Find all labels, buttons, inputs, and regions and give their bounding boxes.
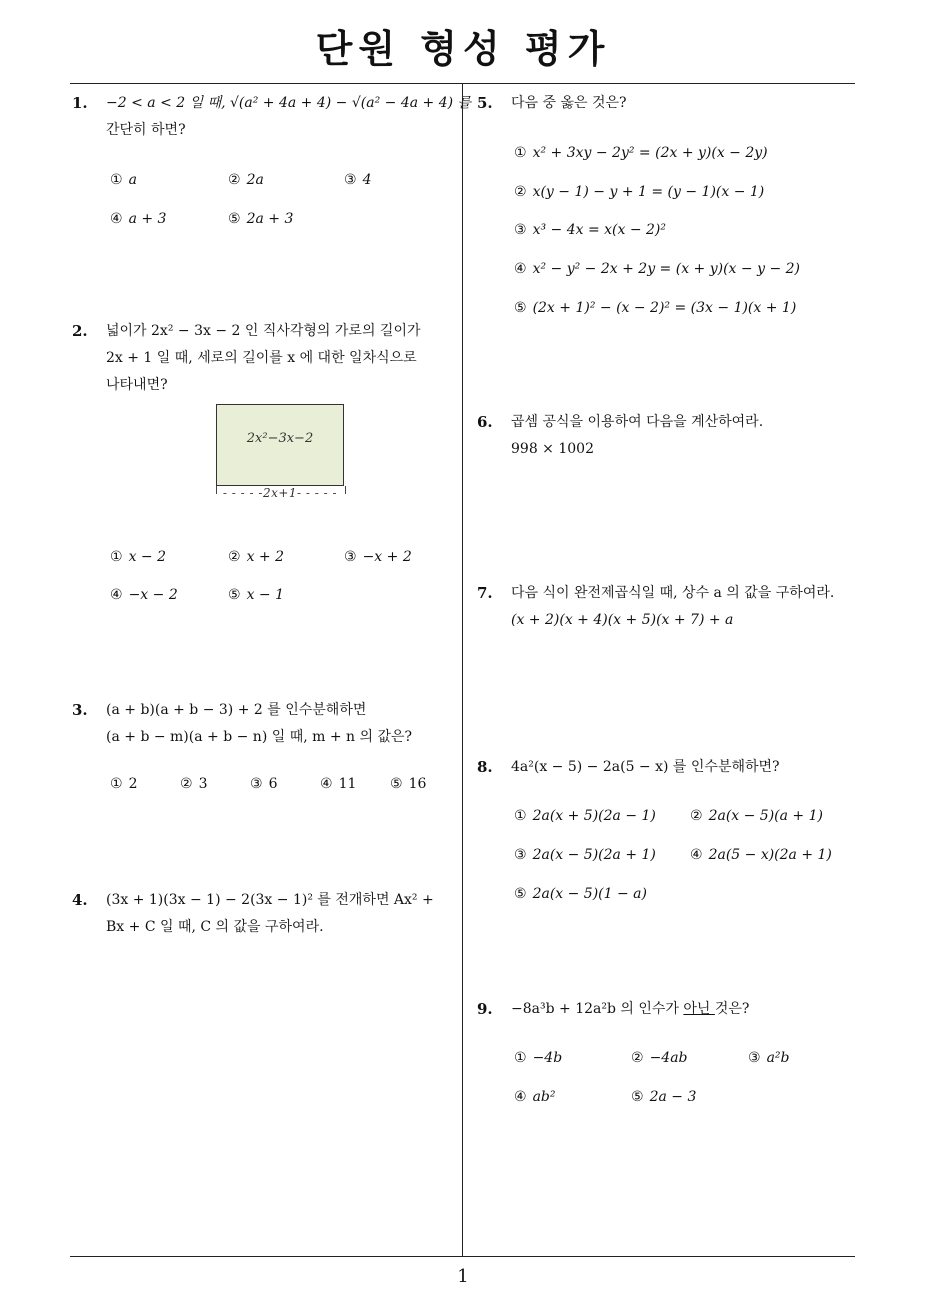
option-5[interactable]: ⑤ 2a + 3 (228, 211, 294, 227)
option-2[interactable]: ② 3 (180, 776, 208, 792)
question-expression: 998 × 1002 (511, 441, 594, 457)
option-4[interactable]: ④ ab² (514, 1089, 556, 1105)
option-2[interactable]: ② 2a (228, 172, 264, 188)
question-text-line: (a + b − m)(a + b − n) 일 때, m + n 의 값은? (106, 729, 413, 745)
question-text-line: 다음 중 옳은 것은? (511, 95, 627, 111)
option-4[interactable]: ④ a + 3 (110, 211, 167, 227)
question-text-line: 넓이가 2x² − 3x − 2 인 직사각형의 가로의 길이가 (106, 323, 421, 339)
question-number: 9. (477, 1000, 493, 1018)
bottom-rule (70, 1256, 855, 1257)
column-divider (462, 84, 463, 1256)
option-4[interactable]: ④ 2a(5 − x)(2a + 1) (690, 847, 832, 863)
rectangle-figure (216, 404, 344, 486)
option-3[interactable]: ③ 2a(x − 5)(2a + 1) (514, 847, 656, 863)
emphasis-underline: 아닌 (683, 1001, 715, 1017)
question-text-line: 곱셈 공식을 이용하여 다음을 계산하여라. (511, 414, 764, 430)
question-text-line: (a + b)(a + b − 3) + 2 를 인수분해하면 (106, 702, 367, 718)
question-text-line: Bx + C 일 때, C 의 값을 구하여라. (106, 919, 324, 935)
question-text: 것은? (714, 1001, 750, 1017)
rectangle-area-label: 2x²−3x−2 (246, 431, 314, 446)
option-5[interactable]: ⑤ x − 1 (228, 587, 284, 603)
question-text-line: 나타내면? (106, 377, 168, 393)
option-1[interactable]: ① 2 (110, 776, 138, 792)
option-3[interactable]: ③ 6 (250, 776, 278, 792)
question-number: 6. (477, 413, 493, 431)
option-1[interactable]: ① x − 2 (110, 549, 166, 565)
option-2[interactable]: ② x + 2 (228, 549, 284, 565)
question-number: 8. (477, 758, 493, 776)
question-number: 7. (477, 584, 493, 602)
option-2[interactable]: ② 2a(x − 5)(a + 1) (690, 808, 823, 824)
option-3[interactable]: ③ 4 (344, 172, 372, 188)
question-text-line: −2 < a < 2 일 때, √(a² + 4a + 4) − √(a² − 4a + 4) 를 (106, 95, 472, 111)
option-1[interactable]: ① a (110, 172, 137, 188)
question-expression: (x + 2)(x + 4)(x + 5)(x + 7) + a (511, 612, 734, 628)
option-4[interactable]: ④ 11 (320, 776, 357, 792)
option-2[interactable]: ② −4ab (631, 1050, 688, 1066)
question-number: 2. (72, 322, 88, 340)
question-text-line: 간단히 하면? (106, 122, 186, 138)
option-4[interactable]: ④ x² − y² − 2x + 2y = (x + y)(x − y − 2) (514, 261, 800, 277)
option-4[interactable]: ④ −x − 2 (110, 587, 178, 603)
page-number: 1 (457, 1266, 469, 1287)
option-5[interactable]: ⑤ 2a(x − 5)(1 − a) (514, 886, 647, 902)
question-text-line: 2x + 1 일 때, 세로의 길이를 x 에 대한 일차식으로 (106, 350, 417, 366)
option-3[interactable]: ③ a²b (748, 1050, 790, 1066)
option-5[interactable]: ⑤ (2x + 1)² − (x − 2)² = (3x − 1)(x + 1) (514, 300, 797, 316)
question-number: 3. (72, 701, 88, 719)
question-number: 5. (477, 94, 493, 112)
question-number: 1. (72, 94, 88, 112)
option-3[interactable]: ③ −x + 2 (344, 549, 412, 565)
page-title: 단원 형성 평가 (315, 27, 611, 71)
option-5[interactable]: ⑤ 2a − 3 (631, 1089, 697, 1105)
option-1[interactable]: ① 2a(x + 5)(2a − 1) (514, 808, 656, 824)
question-text-line: 다음 식이 완전제곱식일 때, 상수 a 의 값을 구하여라. (511, 585, 835, 601)
option-1[interactable]: ① −4b (514, 1050, 563, 1066)
option-2[interactable]: ② x(y − 1) − y + 1 = (y − 1)(x − 1) (514, 184, 765, 200)
option-5[interactable]: ⑤ 16 (390, 776, 427, 792)
question-number: 4. (72, 891, 88, 909)
question-text: −8a³b + 12a²b 의 인수가 (511, 1001, 684, 1017)
question-text-line: 4a²(x − 5) − 2a(5 − x) 를 인수분해하면? (511, 759, 780, 775)
option-3[interactable]: ③ x³ − 4x = x(x − 2)² (514, 222, 666, 238)
option-1[interactable]: ① x² + 3xy − 2y² = (2x + y)(x − 2y) (514, 145, 768, 161)
width-dimension-label: - - - - -2x+1- - - - - (222, 486, 338, 500)
question-text-line: (3x + 1)(3x − 1) − 2(3x − 1)² 를 전개하면 Ax² + (106, 892, 434, 908)
